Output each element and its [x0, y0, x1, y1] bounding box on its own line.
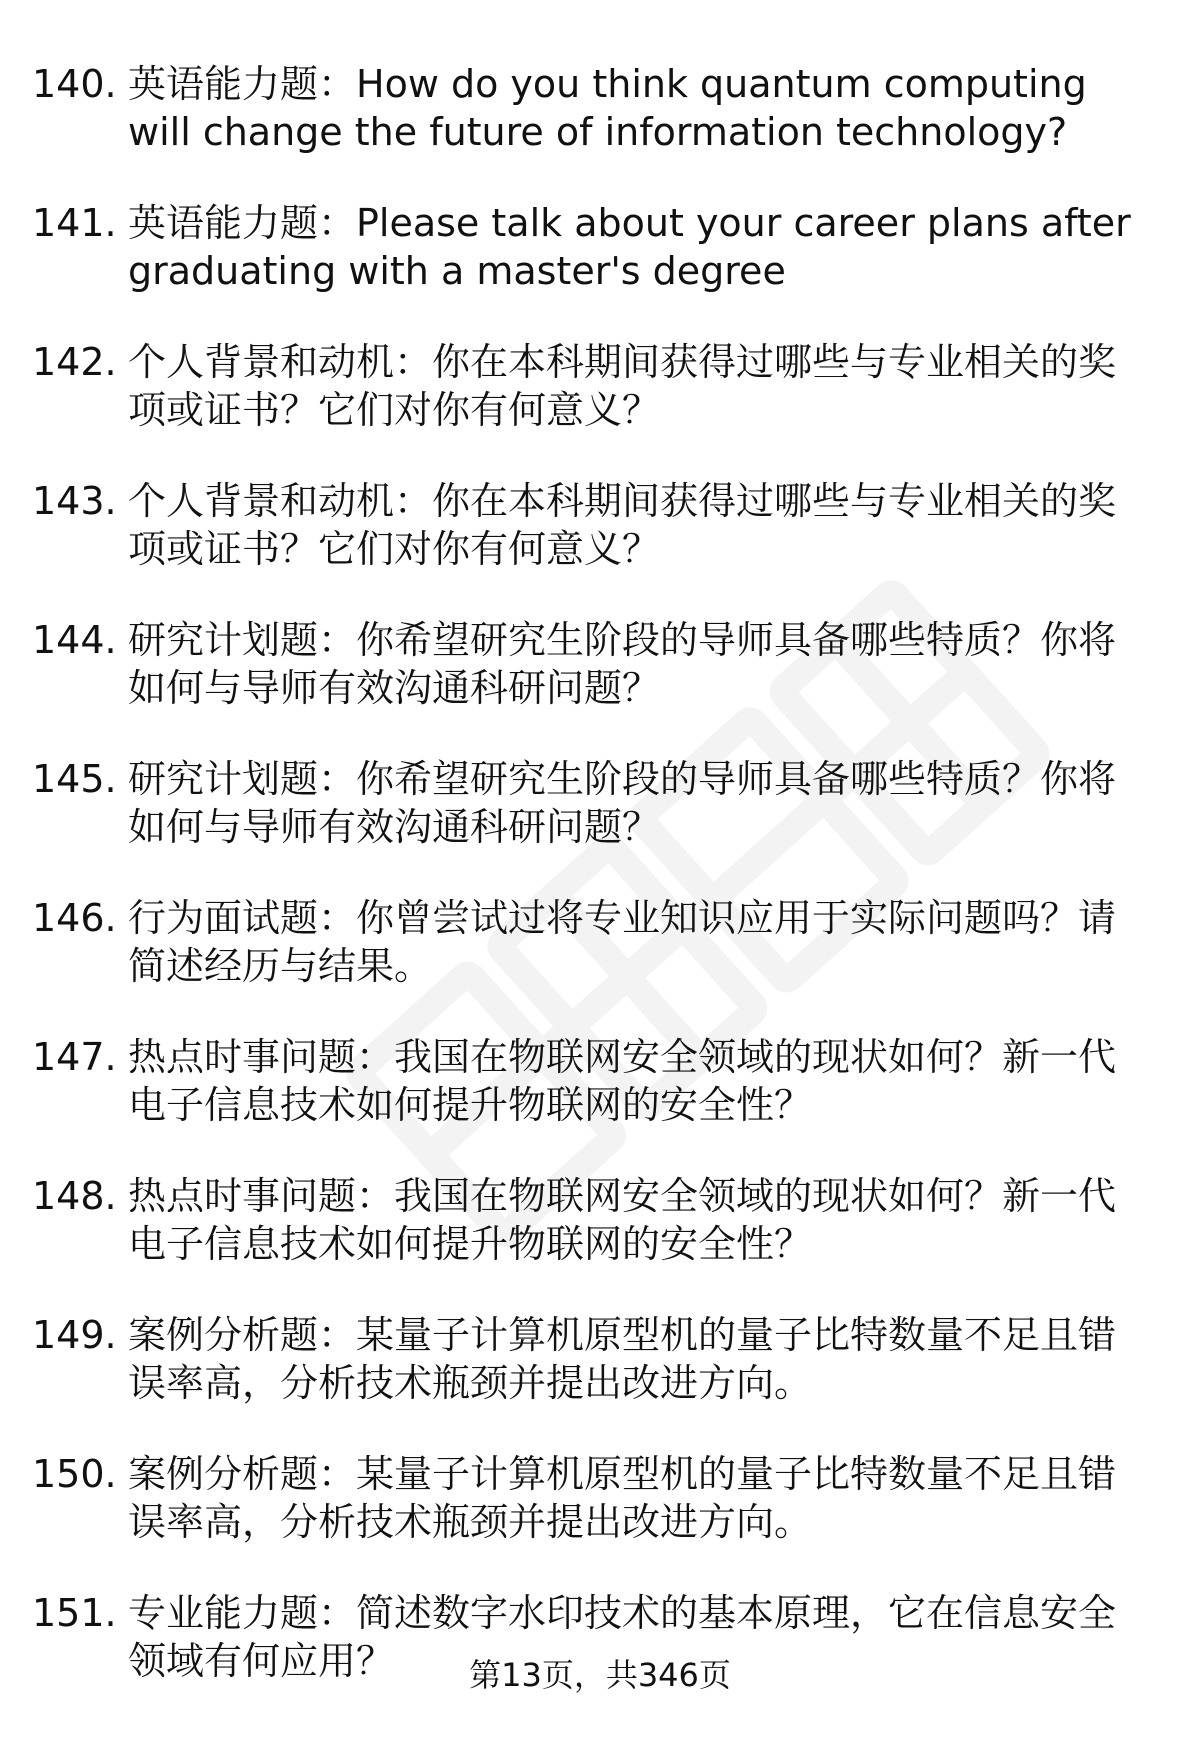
question-number: 151. — [32, 1591, 117, 1635]
question-text: 案例分析题：某量子计算机原型机的量子比特数量不足且错误率高，分析技术瓶颈并提出改进方向。 — [128, 1313, 1117, 1405]
question-text: 英语能力题：How do you think quantum computing will change the future of information technology? — [128, 62, 1087, 154]
question-item — [32, 60, 1152, 156]
question-text: 热点时事问题：我国在物联网安全领域的现状如何？新一代电子信息技术如何提升物联网的安全性？ — [128, 1174, 1117, 1266]
question-text: 专业能力题：简述数字水印技术的基本原理，它在信息安全领域有何应用？ — [128, 1591, 1117, 1683]
question-item — [32, 755, 1152, 851]
question-text: 研究计划题：你希望研究生阶段的导师具备哪些特质？你将如何与导师有效沟通科研问题？ — [128, 618, 1117, 710]
question-text: 热点时事问题：我国在物联网安全领域的现状如何？新一代电子信息技术如何提升物联网的安全性？ — [128, 1035, 1117, 1127]
question-item — [32, 1311, 1152, 1407]
question-number: 142. — [32, 340, 117, 384]
question-text: 个人背景和动机：你在本科期间获得过哪些与专业相关的奖项或证书？它们对你有何意义？ — [128, 479, 1117, 571]
question-list — [32, 60, 1152, 1728]
question-item — [32, 199, 1152, 295]
question-item — [32, 894, 1152, 990]
question-item — [32, 1450, 1152, 1546]
question-item — [32, 616, 1152, 712]
question-text: 研究计划题：你希望研究生阶段的导师具备哪些特质？你将如何与导师有效沟通科研问题？ — [128, 757, 1117, 849]
question-text: 案例分析题：某量子计算机原型机的量子比特数量不足且错误率高，分析技术瓶颈并提出改进方向。 — [128, 1452, 1117, 1544]
question-text: 英语能力题：Please talk about your career plans after graduating with a master's degree — [128, 201, 1131, 293]
question-number: 145. — [32, 757, 117, 801]
question-text: 行为面试题：你曾尝试过将专业知识应用于实际问题吗？请简述经历与结果。 — [128, 896, 1117, 988]
question-item — [32, 1172, 1152, 1268]
question-number: 141. — [32, 201, 117, 245]
question-number: 144. — [32, 618, 117, 662]
page-footer: 第13页，共346页 — [469, 1656, 731, 1694]
question-number: 146. — [32, 896, 117, 940]
question-item — [32, 1033, 1152, 1129]
question-item — [32, 477, 1152, 573]
question-item — [32, 338, 1152, 434]
question-number: 150. — [32, 1452, 117, 1496]
question-text: 个人背景和动机：你在本科期间获得过哪些与专业相关的奖项或证书？它们对你有何意义？ — [128, 340, 1117, 432]
question-number: 143. — [32, 479, 117, 523]
question-number: 140. — [32, 62, 117, 106]
question-number: 148. — [32, 1174, 117, 1218]
question-number: 147. — [32, 1035, 117, 1079]
question-number: 149. — [32, 1313, 117, 1357]
